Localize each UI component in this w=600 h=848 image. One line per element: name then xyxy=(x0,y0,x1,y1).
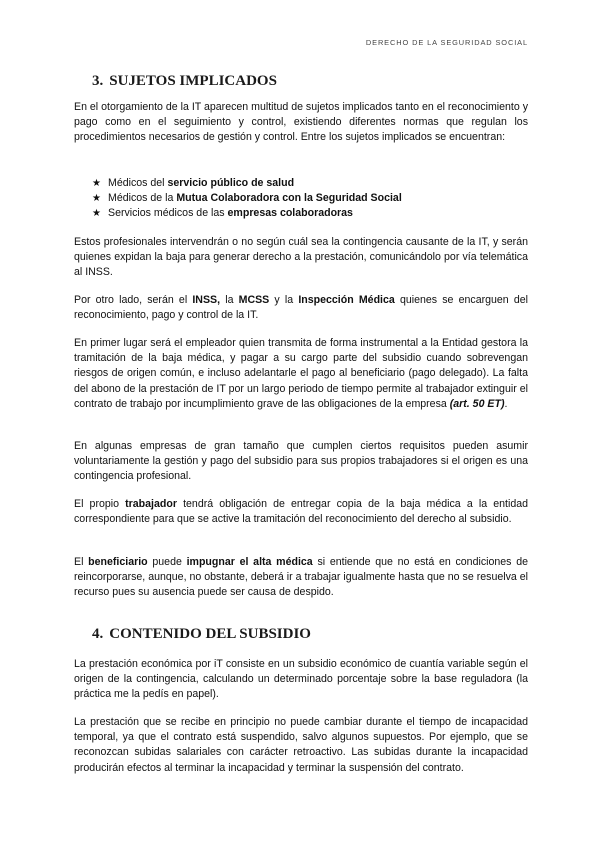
list-item: ★ Médicos de la Mutua Colaboradora con la Seguridad Social xyxy=(92,191,402,206)
section-3-number: 3. xyxy=(92,73,104,89)
section-3-intro: En el otorgamiento de la IT aparecen multitud de sujetos implicados tanto en el reconocimiento y pago como en el seguimiento y control, existiendo diferentes normas que regulan los procedimientos necesarios de gestión y control. Entre los sujetos implicados se encuentran: xyxy=(74,101,528,144)
paragraph-prestacion: La prestación económica por iT consiste en un subsidio económico de cuantía variable según el origen de la contingencia, calculando un determinado porcentaje sobre la base reguladora (la práctica me la pedís en papel). xyxy=(74,658,528,701)
star-bullet-icon: ★ xyxy=(92,178,101,189)
list-item: ★ Servicios médicos de las empresas colaboradoras xyxy=(92,206,402,221)
section-3-title: SUJETOS IMPLICADOS xyxy=(109,73,277,89)
list-item: ★ Médicos del servicio público de salud xyxy=(92,176,402,191)
section-4-number: 4. xyxy=(92,626,104,642)
section-3-heading xyxy=(92,73,277,90)
section-4-heading xyxy=(92,626,311,643)
legal-reference: (art. 50 ET) xyxy=(449,397,505,410)
paragraph-trabajador: El propio trabajador tendrá obligación de entregar copia de la baja médica a la entidad correspondiente para que se active la tramitación del reconocimiento del derecho al subsidio. xyxy=(74,498,528,526)
paragraph-beneficiario: El beneficiario puede impugnar el alta médica si entiende que no está en condiciones de reincorporarse, aunque, no obstante, deberá ir a trabajar igualmente hasta que no se resuelva el recurso pues su ausencia puede ser causa de despido. xyxy=(74,556,528,599)
paragraph-empleador: En primer lugar será el empleador quien transmita de forma instrumental a la Entidad gestora la tramitación de la baja médica, y pagar a su cargo parte del subsidio cuando sobrevengan riesgos de origen común, e incluso adelantarle el pago al beneficiario (pago delegado). La falta del abono de la prestación de IT por un largo periodo de tiempo permite al trabajador extinguir el contrato de trabajo por incumplimiento grave de las obligaciones de la empresa (art. 50 ET). xyxy=(74,337,528,410)
running-header: DERECHO DE LA SEGURIDAD SOCIAL xyxy=(365,38,528,47)
section-4-title: CONTENIDO DEL SUBSIDIO xyxy=(109,626,311,642)
star-bullet-icon: ★ xyxy=(92,193,101,205)
paragraph-otro-lado: Por otro lado, serán el INSS, la MCSS y la Inspección Médica quienes se encarguen del reconocimiento, pago y control de la IT. xyxy=(74,294,528,322)
paragraph-profesionales: Estos profesionales intervendrán o no según cuál sea la contingencia causante de la IT, y serán quienes expidan la baja para generar derecho a la prestación, comunicándolo por vía telemática al INSS. xyxy=(74,236,528,279)
sujetos-list xyxy=(92,176,402,222)
star-bullet-icon: ★ xyxy=(92,208,101,220)
paragraph-cambio: La prestación que se recibe en principio no puede cambiar durante el tiempo de incapacidad temporal, ya que el contrato está suspendido, salvo algunos supuestos. Por ejemplo, que se reconozcan subidas salariales con carácter retroactivo. Las subidas durante la incapacidad producirán efectos al terminar la incapacidad y terminar la suspensión del contrato. xyxy=(74,716,528,774)
paragraph-empresas: En algunas empresas de gran tamaño que cumplen ciertos requisitos pueden asumir voluntariamente la gestión y pago del subsidio para sus propios trabajadores si el origen es una contingencia profesional. xyxy=(74,440,528,483)
